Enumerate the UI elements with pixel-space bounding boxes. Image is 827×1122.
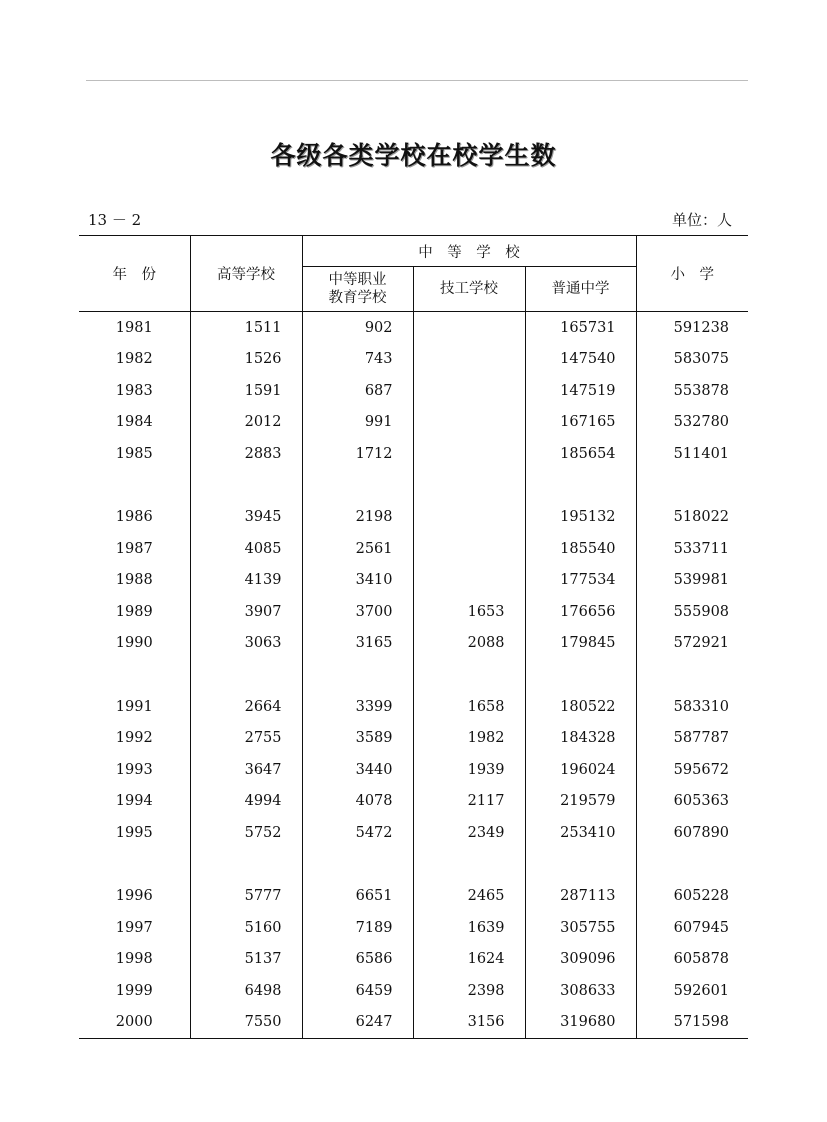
cell-vocational: 3165 <box>302 628 413 660</box>
cell-year: 1982 <box>79 344 190 376</box>
cell-higher: 3945 <box>190 502 302 534</box>
cell-higher: 2755 <box>190 723 302 755</box>
cell-regular-middle: 167165 <box>525 407 636 439</box>
cell-regular-middle: 147519 <box>525 375 636 407</box>
unit-label: 单位：人 <box>671 211 732 229</box>
cell-technical <box>413 375 525 407</box>
table-row <box>79 975 748 1007</box>
spacer-cell <box>79 849 190 881</box>
cell-primary: 605363 <box>636 786 748 818</box>
table-row <box>79 596 748 628</box>
table-row <box>79 912 748 944</box>
cell-year: 1999 <box>79 975 190 1007</box>
cell-higher: 2012 <box>190 407 302 439</box>
cell-vocational: 6586 <box>302 944 413 976</box>
enrollment-table <box>79 235 748 1039</box>
cell-higher: 3063 <box>190 628 302 660</box>
cell-year: 1992 <box>79 723 190 755</box>
cell-regular-middle: 305755 <box>525 912 636 944</box>
table-number: 13 － 2 <box>88 211 142 229</box>
spacer-cell <box>190 849 302 881</box>
cell-year: 1993 <box>79 754 190 786</box>
table-row <box>79 375 748 407</box>
table-row <box>79 312 748 344</box>
cell-year: 1995 <box>79 817 190 849</box>
cell-year: 1996 <box>79 881 190 913</box>
table-row <box>79 502 748 534</box>
spacer-cell <box>79 470 190 502</box>
cell-higher: 2664 <box>190 691 302 723</box>
spacer-row <box>79 849 748 881</box>
cell-vocational: 6651 <box>302 881 413 913</box>
cell-year: 1986 <box>79 502 190 534</box>
cell-higher: 5137 <box>190 944 302 976</box>
cell-vocational: 5472 <box>302 817 413 849</box>
cell-primary: 591238 <box>636 312 748 344</box>
cell-year: 1994 <box>79 786 190 818</box>
cell-technical: 1982 <box>413 723 525 755</box>
cell-year: 1983 <box>79 375 190 407</box>
cell-regular-middle: 309096 <box>525 944 636 976</box>
cell-vocational: 687 <box>302 375 413 407</box>
cell-vocational: 3410 <box>302 565 413 597</box>
cell-vocational: 3589 <box>302 723 413 755</box>
cell-primary: 571598 <box>636 1007 748 1039</box>
cell-year: 1989 <box>79 596 190 628</box>
cell-year: 1981 <box>79 312 190 344</box>
cell-technical: 1939 <box>413 754 525 786</box>
cell-regular-middle: 319680 <box>525 1007 636 1039</box>
cell-higher: 5752 <box>190 817 302 849</box>
spacer-cell <box>636 470 748 502</box>
cell-regular-middle: 196024 <box>525 754 636 786</box>
cell-technical <box>413 565 525 597</box>
cell-primary: 605228 <box>636 881 748 913</box>
spacer-cell <box>413 470 525 502</box>
cell-primary: 607890 <box>636 817 748 849</box>
cell-higher: 3647 <box>190 754 302 786</box>
cell-primary: 587787 <box>636 723 748 755</box>
table-row <box>79 944 748 976</box>
spacer-cell <box>190 659 302 691</box>
table-row <box>79 438 748 470</box>
cell-regular-middle: 147540 <box>525 344 636 376</box>
cell-higher: 4085 <box>190 533 302 565</box>
cell-primary: 583075 <box>636 344 748 376</box>
spacer-cell <box>302 470 413 502</box>
cell-primary: 539981 <box>636 565 748 597</box>
cell-regular-middle: 180522 <box>525 691 636 723</box>
cell-primary: 533711 <box>636 533 748 565</box>
spacer-cell <box>302 849 413 881</box>
cell-primary: 607945 <box>636 912 748 944</box>
cell-year: 1987 <box>79 533 190 565</box>
table-row <box>79 1007 748 1039</box>
cell-technical: 2465 <box>413 881 525 913</box>
cell-primary: 595672 <box>636 754 748 786</box>
cell-technical: 3156 <box>413 1007 525 1039</box>
spacer-cell <box>636 659 748 691</box>
cell-higher: 5160 <box>190 912 302 944</box>
table-row <box>79 786 748 818</box>
cell-regular-middle: 308633 <box>525 975 636 1007</box>
cell-year: 2000 <box>79 1007 190 1039</box>
cell-higher: 4139 <box>190 565 302 597</box>
cell-technical: 2088 <box>413 628 525 660</box>
cell-vocational: 2561 <box>302 533 413 565</box>
table-row <box>79 628 748 660</box>
cell-vocational: 3700 <box>302 596 413 628</box>
cell-regular-middle: 195132 <box>525 502 636 534</box>
cell-regular-middle: 176656 <box>525 596 636 628</box>
cell-technical <box>413 407 525 439</box>
spacer-cell <box>525 470 636 502</box>
cell-primary: 553878 <box>636 375 748 407</box>
cell-year: 1984 <box>79 407 190 439</box>
cell-vocational: 4078 <box>302 786 413 818</box>
cell-regular-middle: 253410 <box>525 817 636 849</box>
cell-regular-middle: 185654 <box>525 438 636 470</box>
cell-primary: 572921 <box>636 628 748 660</box>
cell-year: 1991 <box>79 691 190 723</box>
table-row <box>79 817 748 849</box>
cell-year: 1985 <box>79 438 190 470</box>
cell-higher: 3907 <box>190 596 302 628</box>
cell-higher: 1526 <box>190 344 302 376</box>
cell-vocational: 6459 <box>302 975 413 1007</box>
header-higher-education: 高等学校 <box>190 236 302 312</box>
header-year: 年 份 <box>79 236 190 312</box>
cell-regular-middle: 219579 <box>525 786 636 818</box>
header-primary: 小 学 <box>636 236 748 312</box>
header-technical: 技工学校 <box>413 267 525 312</box>
table-row <box>79 754 748 786</box>
cell-higher: 6498 <box>190 975 302 1007</box>
cell-higher: 7550 <box>190 1007 302 1039</box>
cell-higher: 2883 <box>190 438 302 470</box>
spacer-cell <box>190 470 302 502</box>
cell-higher: 1591 <box>190 375 302 407</box>
spacer-cell <box>525 849 636 881</box>
cell-primary: 555908 <box>636 596 748 628</box>
header-secondary-schools: 中 等 学 校 <box>302 236 636 267</box>
table-row <box>79 723 748 755</box>
spacer-cell <box>79 659 190 691</box>
cell-primary: 583310 <box>636 691 748 723</box>
cell-technical <box>413 312 525 344</box>
cell-regular-middle: 185540 <box>525 533 636 565</box>
header-vocational-line1: 中等职业 <box>328 272 387 288</box>
cell-technical: 1639 <box>413 912 525 944</box>
cell-higher: 5777 <box>190 881 302 913</box>
header-rule <box>86 80 748 81</box>
cell-year: 1990 <box>79 628 190 660</box>
cell-regular-middle: 184328 <box>525 723 636 755</box>
cell-technical: 2398 <box>413 975 525 1007</box>
cell-vocational: 743 <box>302 344 413 376</box>
cell-regular-middle: 179845 <box>525 628 636 660</box>
cell-higher: 1511 <box>190 312 302 344</box>
header-vocational <box>302 267 413 312</box>
cell-vocational: 6247 <box>302 1007 413 1039</box>
cell-technical: 1624 <box>413 944 525 976</box>
cell-primary: 592601 <box>636 975 748 1007</box>
table-body <box>79 312 748 1039</box>
cell-technical: 2117 <box>413 786 525 818</box>
cell-technical <box>413 344 525 376</box>
cell-primary: 511401 <box>636 438 748 470</box>
header-regular-middle: 普通中学 <box>525 267 636 312</box>
table-row <box>79 344 748 376</box>
table-row <box>79 881 748 913</box>
cell-year: 1997 <box>79 912 190 944</box>
cell-vocational: 3399 <box>302 691 413 723</box>
cell-vocational: 7189 <box>302 912 413 944</box>
table-row <box>79 407 748 439</box>
spacer-cell <box>636 849 748 881</box>
header-vocational-line2: 教育学校 <box>328 290 387 306</box>
cell-regular-middle: 165731 <box>525 312 636 344</box>
cell-technical <box>413 502 525 534</box>
cell-vocational: 2198 <box>302 502 413 534</box>
cell-primary: 518022 <box>636 502 748 534</box>
spacer-row <box>79 470 748 502</box>
cell-primary: 532780 <box>636 407 748 439</box>
cell-technical <box>413 438 525 470</box>
cell-technical: 1653 <box>413 596 525 628</box>
cell-technical <box>413 533 525 565</box>
cell-higher: 4994 <box>190 786 302 818</box>
cell-vocational: 991 <box>302 407 413 439</box>
cell-regular-middle: 177534 <box>525 565 636 597</box>
cell-vocational: 1712 <box>302 438 413 470</box>
table-row <box>79 533 748 565</box>
spacer-cell <box>525 659 636 691</box>
spacer-row <box>79 659 748 691</box>
table-row <box>79 691 748 723</box>
cell-primary: 605878 <box>636 944 748 976</box>
cell-year: 1988 <box>79 565 190 597</box>
cell-vocational: 3440 <box>302 754 413 786</box>
spacer-cell <box>302 659 413 691</box>
cell-technical: 1658 <box>413 691 525 723</box>
cell-regular-middle: 287113 <box>525 881 636 913</box>
page-title: 各级各类学校在校学生数 <box>270 141 557 170</box>
cell-vocational: 902 <box>302 312 413 344</box>
spacer-cell <box>413 849 525 881</box>
cell-year: 1998 <box>79 944 190 976</box>
spacer-cell <box>413 659 525 691</box>
cell-technical: 2349 <box>413 817 525 849</box>
table-row <box>79 565 748 597</box>
